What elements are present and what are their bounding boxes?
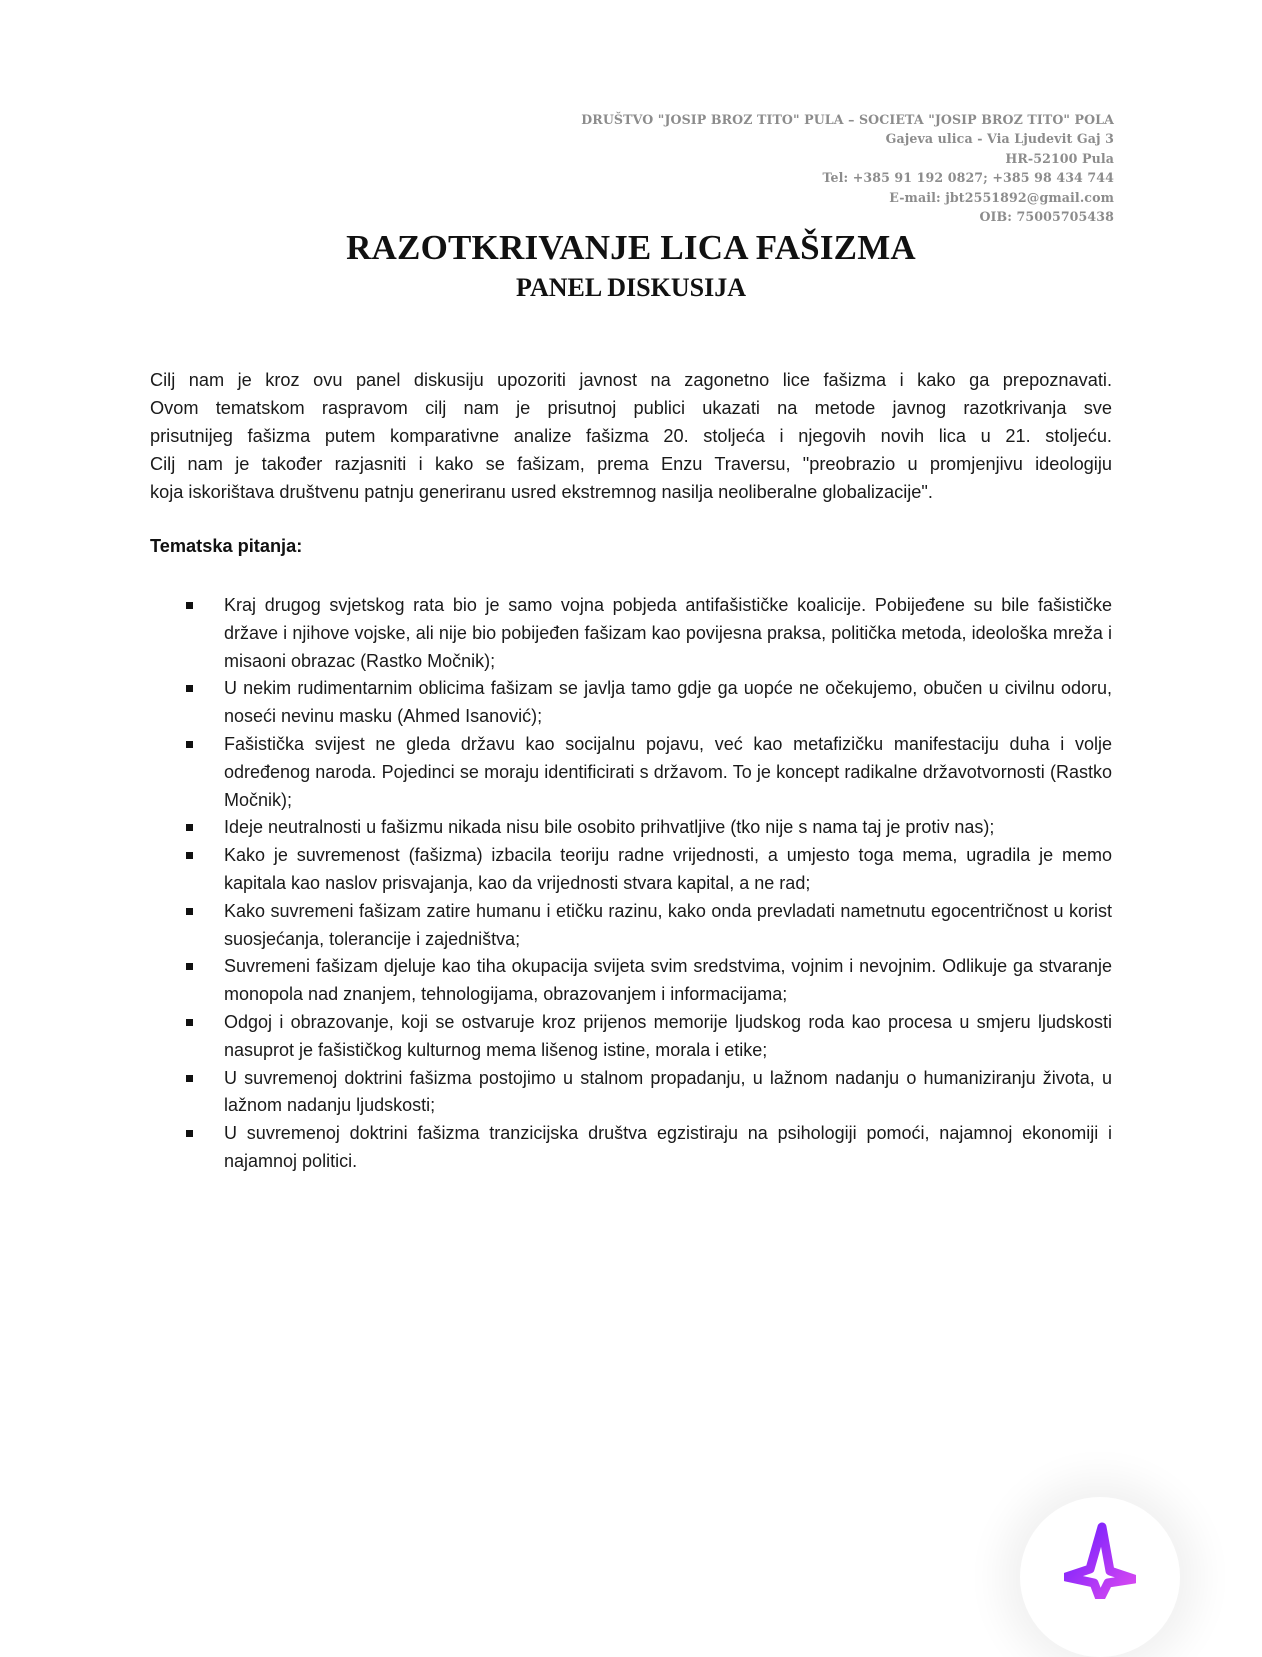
list-item-text: U suvremenoj doktrini fašizma postojimo u stalnom propadanju, u lažnom nadanju o humaniziranju života, u lažnom nadanju ljudskosti;: [224, 1067, 1112, 1116]
square-bullet-icon: [186, 963, 193, 970]
square-bullet-icon: [186, 1019, 193, 1026]
list-item: [184, 675, 1112, 731]
list-item: [184, 592, 1112, 675]
letterhead-city: HR-52100 Pula: [1005, 150, 1114, 166]
list-item-text: Kraj drugog svjetskog rata bio je samo vojna pobjeda antifašističke koalicije. Pobijeđene su bile fašističke države i njihove vojske, ali nije bio pobijeđen fašizam kao povijesna praksa, politička metoda, ideološka mreža i misaoni obrazac (Rastko Močnik);: [224, 595, 1112, 671]
document-subtitle: PANEL DISKUSIJA: [516, 273, 746, 302]
letterhead-organization: DRUŠTVO "JOSIP BROZ TITO" PULA – SOCIETA "JOSIP BROZ TITO" POLA: [581, 112, 1114, 127]
list-item-text: Odgoj i obrazovanje, koji se ostvaruje kroz prijenos memorije ljudskog roda kao procesa u smjeru ljudskosti nasuprot je fašističkog kulturnog mema lišenog istine, morala i etike;: [224, 1011, 1112, 1060]
list-item: [184, 953, 1112, 1009]
list-item-text: Kako suvremeni fašizam zatire humanu i etičku razinu, kako onda prevladati nametnutu egocentričnost u korist suosjećanja, tolerancije i zajedništva;: [224, 900, 1112, 949]
square-bullet-icon: [186, 908, 193, 915]
square-bullet-icon: [186, 852, 193, 859]
intro-line: Cilj nam je kroz ovu panel diskusiju upozoriti javnost na zagonetno lice fašizma i kako ga prepoznavati.: [150, 370, 1112, 390]
section-heading: Tematska pitanja:: [150, 536, 303, 556]
intro-line: koja iskorištava društvenu patnju generiranu usred ekstremnog nasilja neoliberalne globalizacije".: [150, 482, 933, 502]
list-item: [184, 814, 1112, 842]
square-bullet-icon: [186, 1075, 193, 1082]
list-item-text: U nekim rudimentarnim oblicima fašizam se javlja tamo gdje ga uopće ne očekujemo, obučen u civilnu odoru, noseći nevinu masku (Ahmed Isanović);: [224, 678, 1112, 727]
square-bullet-icon: [186, 602, 193, 609]
list-item-text: Ideje neutralnosti u fašizmu nikada nisu bile osobito prihvatljive (tko nije s nama taj je protiv nas);: [224, 817, 995, 838]
letterhead-phone: Tel: +385 91 192 0827; +385 98 434 744: [822, 170, 1114, 186]
intro-paragraph: [150, 366, 1112, 506]
list-item: [184, 898, 1112, 954]
square-bullet-icon: [186, 685, 193, 692]
intro-line: Cilj nam je također razjasniti i kako se fašizam, prema Enzu Traversu, "preobrazio u promjenjivu ideologiju: [150, 454, 1112, 474]
intro-line: Ovom tematskom raspravom cilj nam je prisutnoj publici ukazati na metode javnog razotkrivanja sve: [150, 398, 1112, 418]
letterhead-address: Gajeva ulica - Via Ljudevit Gaj 3: [885, 131, 1114, 147]
list-item-text: Fašistička svijest ne gleda državu kao socijalnu pojavu, već kao metafizičku manifestaciju duha i volje određenog naroda. Pojedinci se moraju identificirati s državom. To je koncept radikalne državotvornosti (Rastko Močnik);: [224, 733, 1112, 810]
list-item: [184, 1009, 1112, 1065]
topic-list: [184, 592, 1112, 1176]
letterhead: [581, 110, 1114, 226]
document-title: RAZOTKRIVANJE LICA FAŠIZMA: [346, 228, 916, 267]
square-bullet-icon: [186, 824, 193, 831]
list-item: [184, 731, 1112, 814]
title-block: [0, 226, 1262, 304]
list-item-text: Kako je suvremenost (fašizma) izbacila teoriju radne vrijednosti, a umjesto toga mema, ugradila je memo kapitala kao naslov prisvajanja, kao da vrijednosti stvara kapital, a ne rad;: [224, 845, 1112, 893]
square-bullet-icon: [186, 1130, 193, 1137]
square-bullet-icon: [186, 741, 193, 748]
list-item-text: Suvremeni fašizam djeluje kao tiha okupacija svijeta svim sredstvima, vojnim i nevojnim. Odlikuje ga stvaranje monopola nad znanjem, tehnologijama, obrazovanjem i informacijama;: [224, 956, 1112, 1005]
star-icon: [1064, 1519, 1136, 1599]
list-item: [184, 842, 1112, 898]
letterhead-email: E-mail: jbt2551892@gmail.com: [889, 189, 1114, 205]
list-item: [184, 1120, 1112, 1176]
list-item-text: U suvremenoj doktrini fašizma tranzicijska društva egzistiraju na psihologiji pomoći, najamnoj ekonomiji i najamnoj politici.: [224, 1123, 1112, 1171]
list-item: [184, 1065, 1112, 1121]
floating-action-button[interactable]: [1020, 1497, 1180, 1657]
letterhead-oib: OIB: 75005705438: [979, 209, 1114, 225]
intro-line: prisutnijeg fašizma putem komparativne analize fašizma 20. stoljeća i njegovih novih lica u 21. stoljeću.: [150, 426, 1112, 446]
